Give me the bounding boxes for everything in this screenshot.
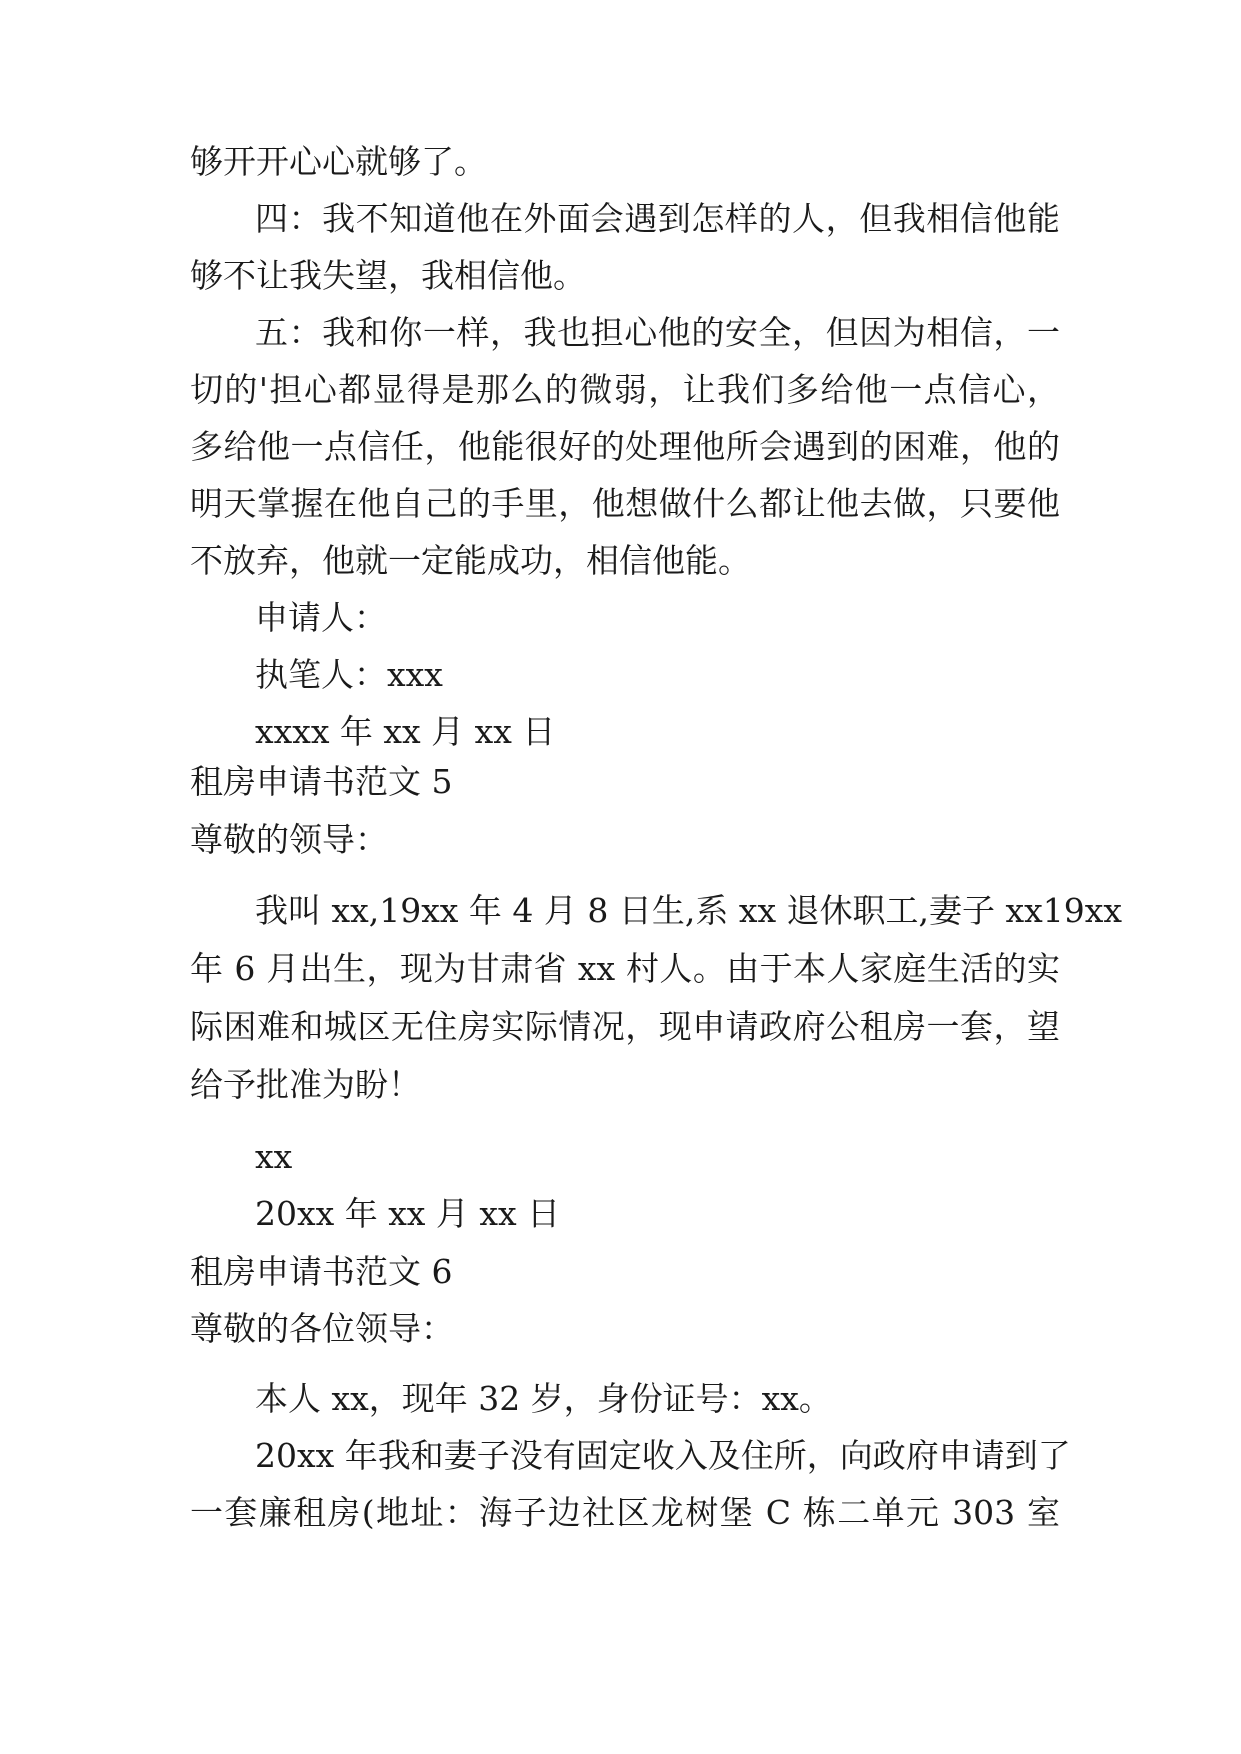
section-title-5: 租房申请书范文 5 bbox=[190, 762, 453, 801]
signature-name: xx bbox=[255, 1137, 293, 1176]
body-line-13: 本人 xx，现年 32 岁，身份证号：xx。 bbox=[255, 1379, 832, 1418]
body-line-5: 切的'担心都显得是那么的微弱，让我们多给他一点信心， bbox=[190, 370, 1060, 409]
body-line-2: 四：我不知道他在外面会遇到怎样的人，但我相信他能 bbox=[255, 199, 1060, 238]
signature-date: 20xx 年 xx 月 xx 日 bbox=[255, 1194, 561, 1233]
body-line-3: 够不让我失望，我相信他。 bbox=[190, 256, 586, 295]
salutation-5: 尊敬的领导： bbox=[190, 820, 388, 859]
writer-label: 执笔人：xxx bbox=[255, 655, 443, 694]
body-line-7: 明天掌握在他自己的手里，他想做什么都让他去做，只要他 bbox=[190, 484, 1060, 523]
body-line-9: 我叫 xx,19xx 年 4 月 8 日生,系 xx 退休职工,妻子 xx19xx bbox=[255, 891, 1122, 930]
body-line-14: 20xx 年我和妻子没有固定收入及住所，向政府申请到了 bbox=[255, 1436, 1071, 1475]
date-line: xxxx 年 xx 月 xx 日 bbox=[255, 712, 556, 751]
applicant-label: 申请人： bbox=[255, 598, 387, 637]
body-line-12: 给予批准为盼！ bbox=[190, 1065, 421, 1104]
body-line-11: 际困难和城区无住房实际情况，现申请政府公租房一套，望 bbox=[190, 1007, 1060, 1046]
body-line-8: 不放弃，他就一定能成功，相信他能。 bbox=[190, 541, 751, 580]
body-line-10: 年 6 月出生，现为甘肃省 xx 村人。由于本人家庭生活的实 bbox=[190, 949, 1060, 988]
body-line-6: 多给他一点信任，他能很好的处理他所会遇到的困难，他的 bbox=[190, 427, 1060, 466]
salutation-6: 尊敬的各位领导： bbox=[190, 1309, 454, 1348]
body-line-1: 够开开心心就够了。 bbox=[190, 142, 487, 181]
body-line-15: 一套廉租房(地址：海子边社区龙树堡 C 栋二单元 303 室 bbox=[190, 1493, 1060, 1532]
section-title-6: 租房申请书范文 6 bbox=[190, 1252, 453, 1291]
body-line-4: 五：我和你一样，我也担心他的安全，但因为相信，一 bbox=[255, 313, 1060, 352]
